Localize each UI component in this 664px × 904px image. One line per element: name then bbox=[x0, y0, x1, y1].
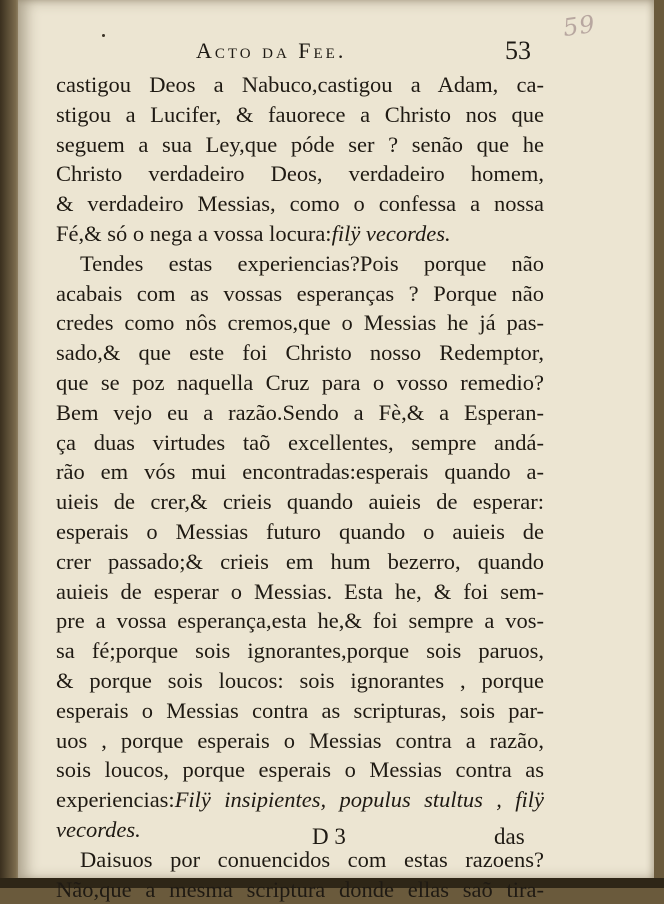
text-line: uos , porque esperais o Messias contra a razão, bbox=[56, 727, 544, 753]
text-line bbox=[56, 785, 544, 815]
text-line: sado,& que este foi Christo nosso Redemptor, bbox=[56, 340, 544, 366]
text-line: Christo verdadeiro Deos, verdadeiro homem, bbox=[56, 161, 544, 187]
body-text bbox=[56, 70, 544, 904]
text-line: & porque sois loucos: sois ignorantes , porque bbox=[56, 667, 544, 693]
text-line: Daisuos por conuencidos com estas razoens? bbox=[80, 846, 544, 872]
show-through-marginalia bbox=[578, 150, 648, 214]
text-line: castigou Deos a Nabuco,castigou a Adam, ca- bbox=[56, 72, 544, 97]
manuscript-folio-note: 59 bbox=[561, 9, 598, 43]
text-line: sa fé;porque sois ignorantes,porque sois paruos, bbox=[56, 638, 544, 664]
latin-quote: Filÿ insipientes, populus stultus , filÿ bbox=[174, 787, 544, 813]
running-title: Acto da Fee. bbox=[196, 38, 347, 63]
text-line: acabais com as vossas esperanças ? Porque não bbox=[56, 280, 544, 306]
text-line: sois loucos, porque esperais o Messias contra as bbox=[56, 757, 544, 783]
latin-quote: filÿ vecordes. bbox=[331, 220, 451, 246]
text-line: crer passado;& crieis em hum bezerro, quando bbox=[56, 548, 544, 574]
text-line bbox=[56, 219, 544, 249]
text-roman: experiencias: bbox=[56, 787, 175, 813]
catchword: das bbox=[494, 824, 525, 849]
text-line: auieis de esperar o Messias. Esta he, & foi sem- bbox=[56, 578, 544, 604]
text-line: stigou a Lucifer, & fauorece a Christo nos que bbox=[56, 101, 544, 127]
text-line: esperais o Messias contra as scripturas, sois par- bbox=[56, 697, 544, 723]
text-line: esperais o Messias futuro quando o auieis de bbox=[56, 518, 544, 544]
text-line: credes como nôs cremos,que o Messias he já pas- bbox=[56, 310, 544, 336]
signature-mark: D 3 bbox=[312, 824, 346, 849]
text-line: uieis de crer,& crieis quando auieis de esperar: bbox=[56, 489, 544, 515]
text-roman: Fé,& só o nega a vossa locura: bbox=[56, 220, 332, 246]
text-line: & verdadeiro Messias, como o confessa a nossa bbox=[56, 191, 544, 217]
text-line: Não,que a mesma scriptura donde ellas saõ tira- bbox=[56, 876, 544, 902]
text-line: Bem vejo eu a razão.Sendo a Fè,& a Esperan- bbox=[56, 399, 544, 425]
latin-quote: vecordes. bbox=[56, 816, 141, 842]
text-line: seguem a sua Ley,que póde ser ? senão que he bbox=[56, 131, 544, 157]
text-line: ça duas virtudes taõ excellentes, sempre andá- bbox=[56, 429, 544, 455]
page-number: 53 bbox=[505, 36, 531, 65]
text-line: pre a vossa esperança,esta he,& foi sempre a vos- bbox=[56, 608, 544, 634]
page-header bbox=[100, 36, 540, 66]
text-line: que se poz naquella Cruz para o vosso remedio? bbox=[56, 369, 544, 395]
text-line: Tendes estas experiencias?Pois porque não bbox=[80, 250, 544, 276]
text-line: rão em vós mui encontradas:esperais quando a- bbox=[56, 459, 544, 485]
